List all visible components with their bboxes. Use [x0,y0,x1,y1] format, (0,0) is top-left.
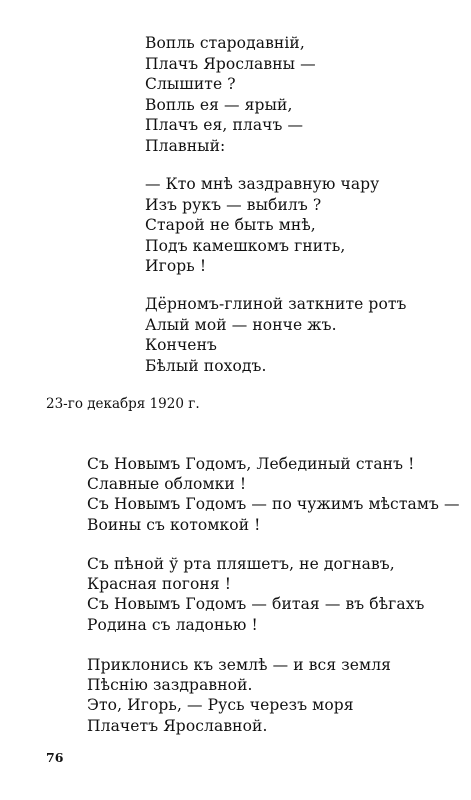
verse-line: Съ Новымъ Годомъ, Лебединый станъ ! [87,455,415,473]
verse-line: Съ Новымъ Годомъ — по чужимъ мѣстамъ — [87,495,460,514]
verse-line: Подъ камешкомъ гнить, [145,236,346,255]
verse-line: Слышите ? [145,75,236,93]
verse-line: Плачъ Ярославны — [145,54,316,73]
stanza-1 [145,33,316,156]
verse-line: Конченъ [145,336,217,354]
verse-line: Красная погоня ! [87,575,232,594]
verse-line: Это, Игорь, — Русь черезъ моря [87,696,354,715]
verse-line: Старой не быть мнѣ, [145,216,316,234]
verse-line: Бѣлый походъ. [145,356,267,375]
verse-line: — Кто мнѣ заздравную чару [145,175,380,193]
verse-line: Игорь ! [145,257,207,275]
verse-line: Плачетъ Ярославной. [87,716,268,735]
verse-line: Съ Новымъ Годомъ — битая — въ бѣгахъ [87,595,425,614]
verse-line: Съ пѣной ў рта пляшетъ, не догнавъ, [87,555,395,573]
stanza-5 [87,554,425,635]
stanza-6 [87,655,391,736]
stanza-4 [87,454,460,535]
verse-line: Дёрномъ-глиной заткните ротъ [145,295,407,313]
stanza-3 [145,294,407,376]
verse-line: Славные обломки ! [87,475,247,494]
verse-line: Воины съ котомкой ! [87,515,261,534]
verse-line: Изъ рукъ — выбилъ ? [145,195,322,214]
page-number: 76 [46,750,64,765]
verse-line: Плавный: [145,136,226,155]
poem-date: 23-го декабря 1920 г. [46,396,200,412]
verse-line: Плачъ ея, плачъ — [145,116,304,134]
verse-line: Родина съ ладонью ! [87,615,258,634]
verse-line: Вопль стародавній, [145,34,305,52]
stanza-2 [145,174,379,277]
verse-line: Вопль ея — ярый, [145,95,293,114]
verse-line: Пѣснію заздравной. [87,676,253,695]
verse-line: Алый мой — нонче жъ. [145,315,337,334]
verse-line: Приклонись къ землѣ — и вся земля [87,656,392,674]
